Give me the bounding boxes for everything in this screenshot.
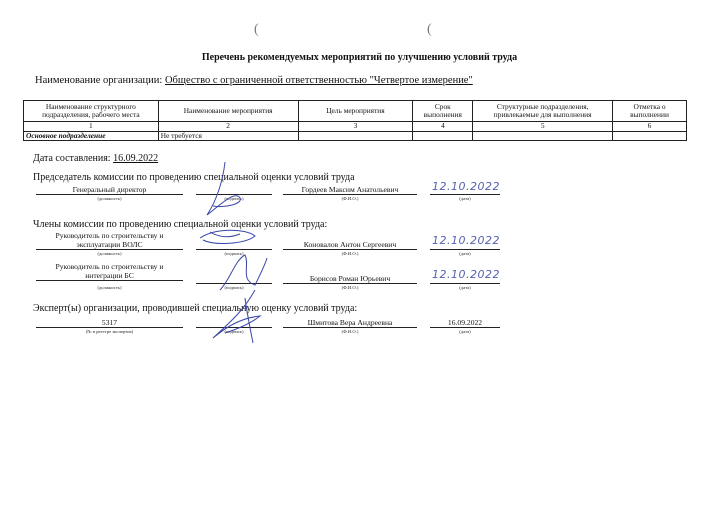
table-header-row [24, 101, 687, 122]
caption-signature: (подпись) [224, 196, 244, 201]
column-header: Наименование мероприятия [158, 101, 298, 122]
caption-date: (дата) [459, 285, 471, 290]
column-header: Цель мероприятия [298, 101, 413, 122]
organization-line [35, 75, 473, 86]
member-handwritten-date: 12.10.2022 [432, 268, 500, 281]
caption-fio: (Ф.И.О.) [341, 196, 359, 201]
compiled-date-line [33, 153, 158, 164]
column-number: 4 [413, 122, 473, 132]
column-number: 3 [298, 122, 413, 132]
column-number: 5 [473, 122, 613, 132]
cell-subdivision: Основное подразделение [24, 131, 159, 141]
compiled-label: Дата составления: [33, 153, 111, 164]
chair-position: Генеральный директор [36, 185, 183, 195]
chair-heading: Председатель комиссии по проведению специальной оценки условий труда [33, 172, 355, 183]
column-header: Наименование структурного подразделения, рабочего места [24, 101, 159, 122]
caption-signature: (подпись) [224, 329, 244, 334]
column-number: 6 [613, 122, 687, 132]
chair-name: Гордеев Максим Анатольевич [283, 185, 417, 195]
cell-measure: Не требуется [158, 131, 298, 141]
organization-label: Наименование организации: [35, 75, 163, 86]
member-handwritten-date: 12.10.2022 [432, 234, 500, 247]
member-position: Руководитель по строительству и интеграции БС [36, 262, 183, 281]
bracket-mark-right: ( [427, 22, 432, 37]
caption-position: (должность) [97, 196, 122, 201]
caption-fio: (Ф.И.О.) [341, 329, 359, 334]
caption-reg: (№ в реестре экспертов) [85, 329, 134, 334]
caption-signature: (подпись) [224, 251, 244, 256]
chair-handwritten-date: 12.10.2022 [432, 180, 500, 193]
member-position: Руководитель по строительству и эксплуатации ВОЛС [36, 231, 183, 250]
column-number: 2 [158, 122, 298, 132]
column-header: Структурные подразделения, привлекаемые для выполнения [473, 101, 613, 122]
caption-date: (дата) [459, 251, 471, 256]
column-header: Срок выполнения [413, 101, 473, 122]
member-name: Борисов Роман Юрьевич [283, 274, 417, 284]
caption-position: (должность) [97, 251, 122, 256]
organization-name: Общество с ограниченной ответственностью "Четвертое измерение" [164, 75, 473, 86]
caption-position: (должность) [97, 285, 122, 290]
expert-date: 16.09.2022 [430, 318, 500, 328]
caption-date: (дата) [459, 329, 471, 334]
caption-fio: (Ф.И.О.) [341, 251, 359, 256]
bracket-mark-left: ( [254, 22, 259, 37]
column-number: 1 [24, 122, 159, 132]
caption-signature: (подпись) [224, 285, 244, 290]
expert-name: Шмитова Вера Андреевна [283, 318, 417, 328]
caption-date: (дата) [459, 196, 471, 201]
compiled-date: 16.09.2022 [113, 153, 159, 164]
caption-fio: (Ф.И.О.) [341, 285, 359, 290]
member-signature [195, 226, 265, 250]
table-row [24, 131, 687, 141]
expert-heading: Эксперт(ы) организации, проводившей специальную оценку условий труда: [33, 303, 358, 314]
expert-signature [205, 288, 275, 348]
members-heading: Члены комиссии по проведению специальной оценки условий труда: [33, 219, 328, 230]
column-header: Отметка о выполнении [613, 101, 687, 122]
cell-departments [473, 131, 613, 141]
expert-reg-number: 5317 [36, 318, 183, 328]
member-name: Коновалов Антон Сергеевич [283, 240, 417, 250]
cell-deadline [413, 131, 473, 141]
document-title: Перечень рекомендуемых мероприятий по улучшению условий труда [201, 52, 518, 63]
cell-goal [298, 131, 413, 141]
cell-completion [613, 131, 687, 141]
column-number-row [24, 122, 687, 132]
chair-signature [195, 160, 285, 220]
measures-table [23, 100, 687, 141]
